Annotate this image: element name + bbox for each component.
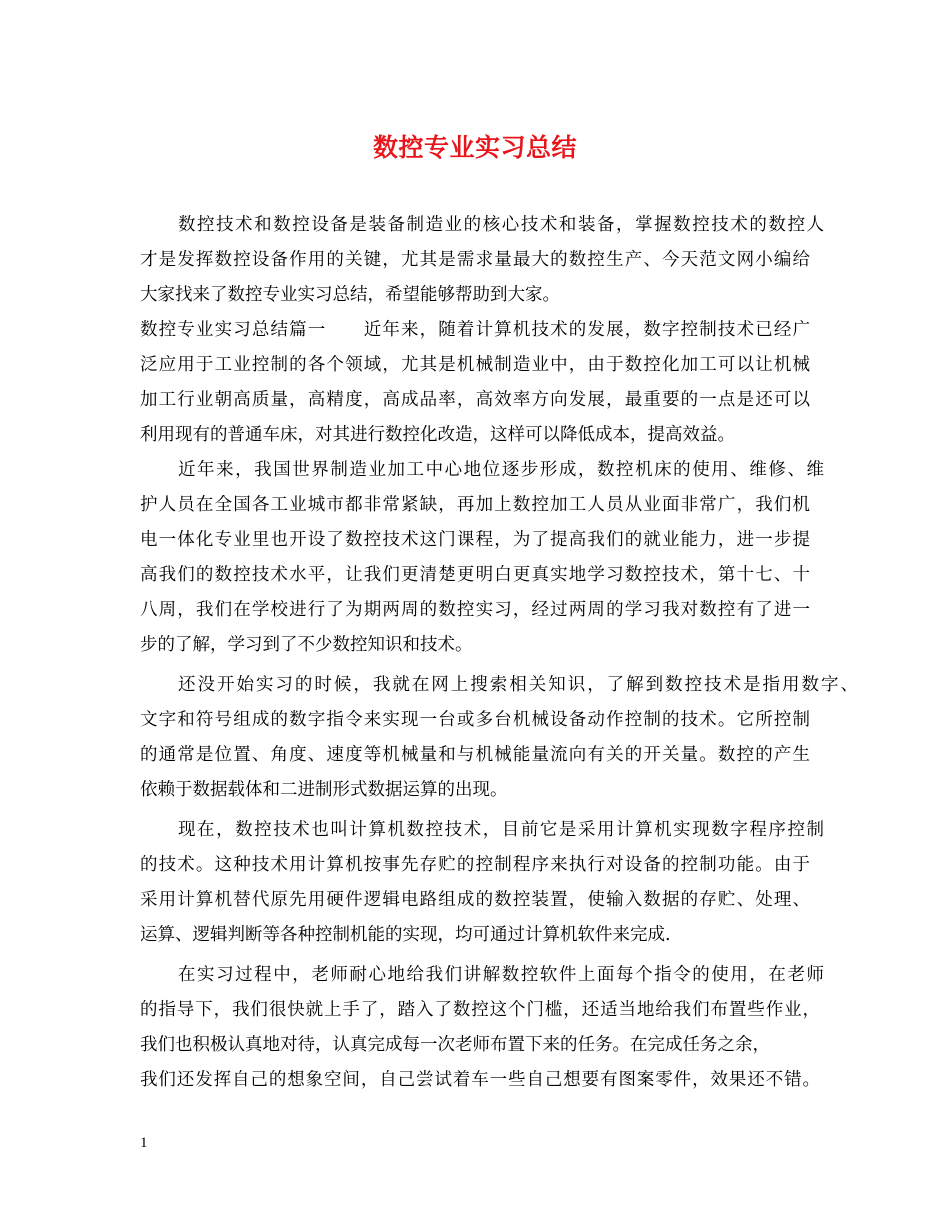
text-line: 在实习过程中，老师耐心地给我们讲解数控软件上面每个指令的使用，在老师 — [178, 965, 826, 985]
text-line: 电一体化专业里也开设了数控技术这门课程，为了提高我们的就业能力，进一步提 — [140, 530, 812, 550]
page-title: 数控专业实习总结 — [372, 133, 577, 162]
text-line: 大家找来了数控专业实习总结，希望能够帮助到大家。 — [140, 285, 560, 305]
text-line: 运算、逻辑判断等各种控制机能的实现，均可通过计算机软件来完成. — [140, 925, 671, 945]
text-line: 护人员在全国各工业城市都非常紧缺，再加上数控加工人员从业面非常广，我们机 — [140, 495, 812, 515]
text-line: 现在，数控技术也叫计算机数控技术，目前它是采用计算机实现数字程序控制 — [178, 820, 826, 840]
text-line: 采用计算机替代原先用硬件逻辑电路组成的数控装置，使输入数据的存贮、处理、 — [140, 890, 812, 910]
text-line: 利用现有的普通车床，对其进行数控化改造，这样可以降低成本，提高效益。 — [140, 425, 735, 445]
text-line: 我们也积极认真地对待，认真完成每一次老师布置下来的任务。在完成任务之余， — [140, 1035, 770, 1055]
text-line: 数控专业实习总结篇一 近年来，随着计算机技术的发展，数字控制技术已经广 — [140, 320, 812, 340]
page-number: 1 — [140, 1135, 148, 1151]
text-line: 的指导下，我们很快就上手了，踏入了数控这个门槛，还适当地给我们布置些作业， — [140, 1000, 821, 1020]
text-line: 文字和符号组成的数字指令来实现一台或多台机械设备动作控制的技术。它所控制 — [140, 710, 812, 730]
text-line: 依赖于数据载体和二进制形式数据运算的出现。 — [140, 780, 508, 800]
text-line: 还没开始实习的时候，我就在网上搜索相关知识，了解到数控技术是指用数字、 — [178, 675, 860, 695]
text-line: 才是发挥数控设备作用的关键，尤其是需求量最大的数控生产、今天范文网小编给 — [140, 250, 812, 270]
text-line: 我们还发挥自己的想象空间，自己尝试着车一些自己想要有图案零件，效果还不错。 — [140, 1070, 821, 1090]
text-line: 的通常是位置、角度、速度等机械量和与机械能量流向有关的开关量。数控的产生 — [140, 745, 812, 765]
text-line: 数控技术和数控设备是装备制造业的核心技术和装备，掌握数控技术的数控人 — [178, 215, 826, 235]
text-line: 高我们的数控技术水平，让我们更清楚更明白更真实地学习数控技术，第十七、十 — [140, 565, 812, 585]
text-line: 泛应用于工业控制的各个领域，尤其是机械制造业中，由于数控化加工可以让机械 — [140, 355, 812, 375]
text-line: 步的了解，学习到了不少数控知识和技术。 — [140, 635, 473, 655]
text-line: 八周，我们在学校进行了为期两周的数控实习，经过两周的学习我对数控有了进一 — [140, 600, 812, 620]
text-line: 近年来，我国世界制造业加工中心地位逐步形成，数控机床的使用、维修、维 — [178, 460, 826, 480]
text-line: 的技术。这种技术用计算机按事先存贮的控制程序来执行对设备的控制功能。由于 — [140, 855, 812, 875]
text-line: 加工行业朝高质量，高精度，高成品率，高效率方向发展，最重要的一点是还可以 — [140, 390, 812, 410]
